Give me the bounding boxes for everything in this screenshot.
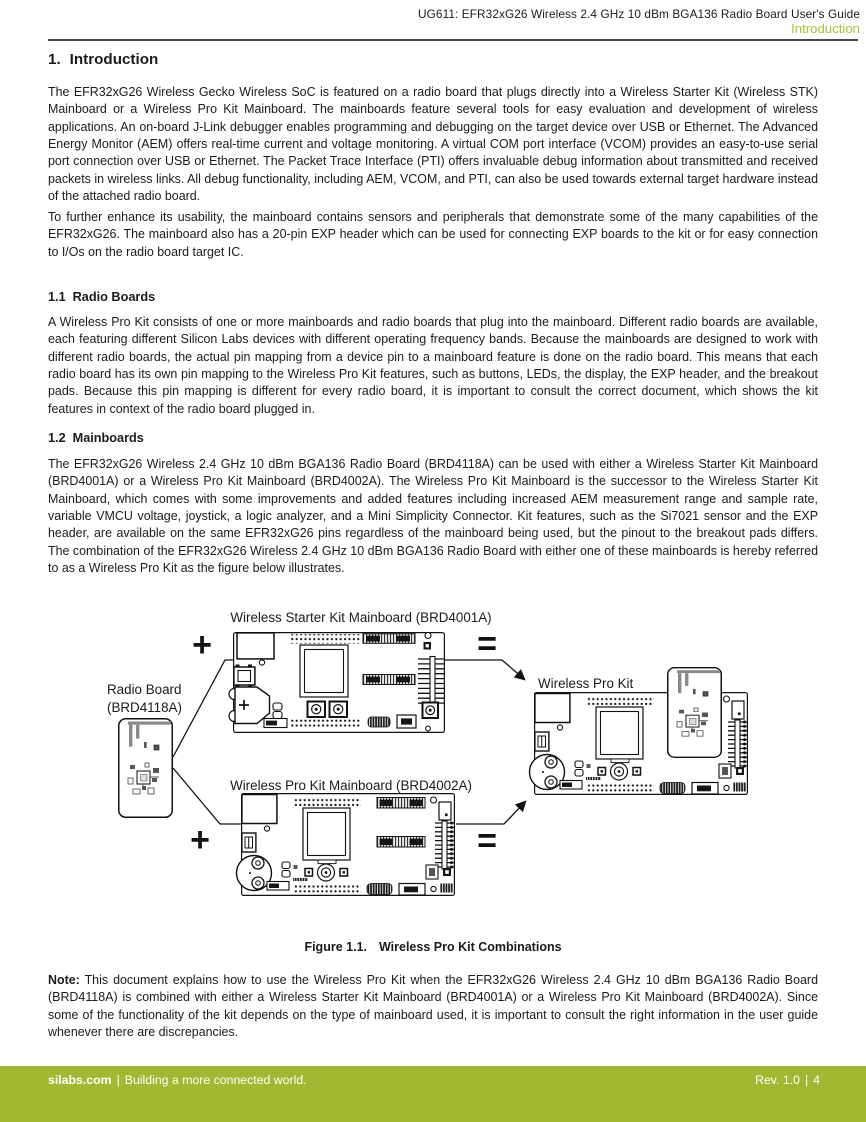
footer-page-separator: | <box>804 1073 809 1087</box>
heading-number: 1.1 <box>48 290 66 304</box>
equals-sign-bottom: = <box>477 822 497 860</box>
section-heading-mainboards <box>48 431 144 445</box>
header-rule <box>48 39 858 41</box>
heading-title: Introduction <box>69 51 159 68</box>
label-radio-board-line2: (BRD4118A) <box>107 700 182 715</box>
label-pro-kit-mainboard: Wireless Pro Kit Mainboard (BRD4002A) <box>230 778 472 793</box>
intro-paragraph-1: The EFR32xG26 Wireless Gecko Wireless SoC is featured on a radio board that plugs directly into a Wireless Starter Kit (Wireless STK) Mainboard or a Wireless Pro Kit Mainboard. The mainboards feature several tools for easy evaluation and development of wireless applications. An on-board J-Link debugger enables programming and debugging on the target device over USB or Ethernet. The Advanced Energy Monitor (AEM) offers real-time current and voltage monitoring. A virtual COM port interface (VCOM) provides an easy-to-use serial port connection over USB or Ethernet. The Packet Trace Interface (PTI) offers invaluable debug information about transmitted and received packets in wireless links. All debug functionality, including AEM, VCOM, and PTI, can also be used towards external target hardware instead of the attached radio board. <box>48 85 818 204</box>
heading-number: 1.2 <box>48 431 66 445</box>
note-paragraph <box>48 972 818 1041</box>
section-heading-introduction <box>48 51 158 68</box>
equals-sign-top: = <box>477 625 497 663</box>
mainboards-paragraph: The EFR32xG26 Wireless 2.4 GHz 10 dBm BGA136 Radio Board (BRD4118A) can be used with either a Wireless Starter Kit Mainboard (BRD4001A) or a Wireless Pro Kit Mainboard (BRD4002A). The Wireless Pro Kit Mainboard is the successor to the Wireless Starter Kit Mainboard, which comes with some improvements and added features including increased AEM measurement range and sample rate, variable VMCU voltage, joystick, a logic analyzer, and a Mini Simplicity Connector. Kit features, such as the Si7021 sensor and the EXP header, are available on the same EFR32xG26 pins regardless of the mainboard being used, but the pinout to the breakout pads differs. The combination of the EFR32xG26 Wireless 2.4 GHz 10 dBm BGA136 Radio Board with either one of these mainboards is hereby referred to as a Wireless Pro Kit as the figure below illustrates. <box>48 457 818 576</box>
figure-svg <box>0 595 866 945</box>
figure-1-1 <box>0 595 866 945</box>
label-wireless-pro-kit: Wireless Pro Kit <box>538 676 634 691</box>
note-label: Note: <box>48 973 80 987</box>
label-radio-board-line1: Radio Board <box>107 682 182 697</box>
radio-board-drawing <box>119 719 173 818</box>
label-starter-kit-mainboard: Wireless Starter Kit Mainboard (BRD4001A) <box>230 610 492 625</box>
footer-tagline: Building a more connected world. <box>124 1073 307 1087</box>
footer-bar <box>0 1066 866 1122</box>
footer-right <box>755 1073 820 1087</box>
footer-site: silabs.com <box>48 1073 112 1087</box>
radio-boards-paragraph: A Wireless Pro Kit consists of one or more mainboards and radio boards that plug into the mainboard. Different radio boards are available, each featuring different Silicon Labs devices with different operating frequency bands. Because the mainboards are designed to work with different radio boards, the actual pin mapping from a device pin to a mainboard feature is done on the radio board. This means that each radio board has its own pin mapping to the Wireless Pro Kit features, such as buttons, LEDs, the display, the EXP header, and the breakout pads. Because this pin mapping is different for every radio board, it is important to consult the correct document, which shows the kit features in context of the radio board plugged in. <box>48 315 818 416</box>
header-doc-title: UG611: EFR32xG26 Wireless 2.4 GHz 10 dBm BGA136 Radio Board User's Guide <box>418 7 860 21</box>
plus-sign-top: + <box>192 626 212 664</box>
footer-revision: Rev. 1.0 <box>755 1073 800 1087</box>
figure-caption <box>48 940 818 954</box>
heading-title: Mainboards <box>72 431 144 445</box>
note-text: This document explains how to use the Wireless Pro Kit when the EFR32xG26 Wireless 2.4 GHz 10 dBm BGA136 Radio Board (BRD4118A) is combined with either a Wireless Starter Kit Mainboard (BRD4001A) or a Wireless Pro Kit Mainboard (BRD4002A). Since some of the functionality of the kit depends on the type of mainboard used, it is important to consult the right information in the user guide whenever there are discrepancies. <box>48 973 818 1040</box>
figure-caption-title: Wireless Pro Kit Combinations <box>378 940 562 954</box>
starter-kit-mainboard-drawing <box>229 633 444 733</box>
heading-number: 1. <box>48 51 61 68</box>
header-section-label: Introduction <box>791 21 860 36</box>
footer-separator: | <box>116 1073 120 1087</box>
plus-sign-bottom: + <box>190 821 210 859</box>
footer-page-number: 4 <box>813 1073 820 1087</box>
figure-caption-number: Figure 1.1. <box>304 940 367 954</box>
heading-title: Radio Boards <box>72 290 156 304</box>
footer-left <box>48 1073 307 1087</box>
section-heading-radio-boards <box>48 290 155 304</box>
intro-paragraph-2: To further enhance its usability, the mainboard contains sensors and peripherals that demonstrate some of the many capabilities of the EFR32xG26. The mainboard also has a 20-pin EXP header which can be used for connecting EXP boards to the kit or for easy connection to I/Os on the radio board target IC. <box>48 210 818 259</box>
pro-kit-mainboard-drawing <box>237 794 455 896</box>
